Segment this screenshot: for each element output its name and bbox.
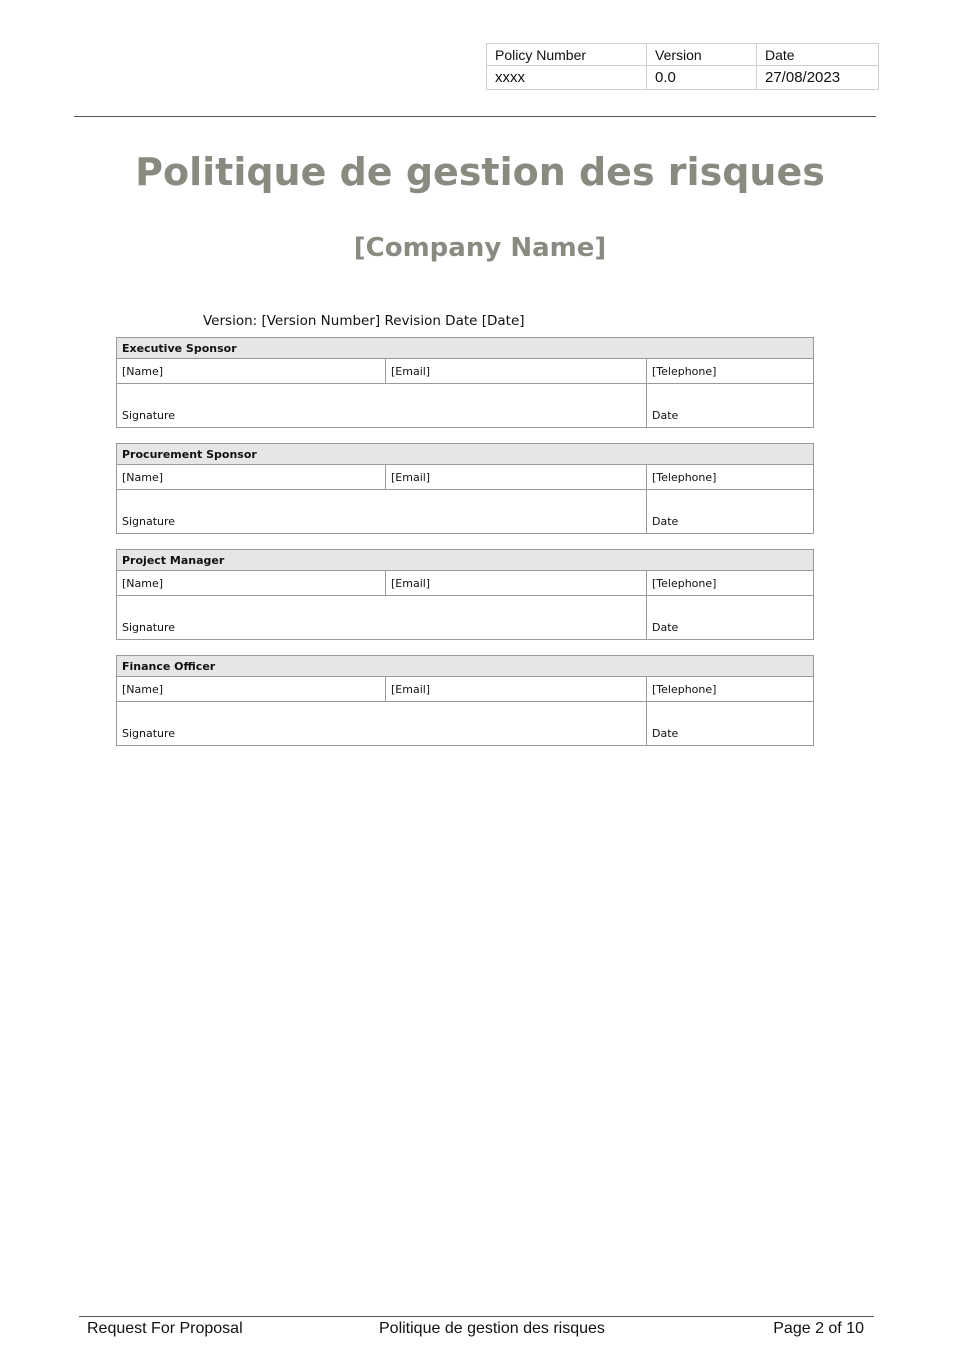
signoff-table-procurement-sponsor [116,443,814,534]
signoff-name-field: [Name] [117,359,386,384]
signoff-name-field: [Name] [117,465,386,490]
signoff-name-field: [Name] [117,571,386,596]
date-value: 27/08/2023 [757,66,879,90]
signoff-telephone-field: [Telephone] [647,359,814,384]
footer-page-number: Page 2 of 10 [773,1320,864,1337]
version-label: Version [647,44,757,66]
policy-meta-value-row [487,66,879,90]
signoff-role: Procurement Sponsor [117,444,814,465]
policy-meta-header-row [487,44,879,66]
signoff-telephone-field: [Telephone] [647,465,814,490]
signoff-email-field: [Email] [386,571,647,596]
company-name: [Company Name] [353,233,607,263]
signoff-table-finance-officer [116,655,814,746]
policy-meta-table [486,43,879,90]
signoff-date-field: Date [647,702,814,746]
signoff-email-field: [Email] [386,677,647,702]
signoff-role: Finance Officer [117,656,814,677]
signoff-signature-field: Signature [117,596,647,640]
document-title: Politique de gestion des risques [135,150,825,194]
policy-number-value: xxxx [487,66,647,90]
footer-divider [79,1316,874,1317]
signoff-date-field: Date [647,384,814,428]
signoff-email-field: [Email] [386,465,647,490]
date-label: Date [757,44,879,66]
signoff-email-field: [Email] [386,359,647,384]
policy-number-label: Policy Number [487,44,647,66]
signoff-name-field: [Name] [117,677,386,702]
signoff-signature-field: Signature [117,702,647,746]
header-divider [74,116,876,117]
signoff-telephone-field: [Telephone] [647,677,814,702]
footer-left-text: Request For Proposal [87,1320,243,1337]
signoff-signature-field: Signature [117,384,647,428]
signoff-table-executive-sponsor [116,337,814,428]
footer-center-text: Politique de gestion des risques [379,1320,605,1337]
signoff-telephone-field: [Telephone] [647,571,814,596]
signoff-role: Project Manager [117,550,814,571]
version-value: 0.0 [647,66,757,90]
signoff-role: Executive Sponsor [117,338,814,359]
signoff-signature-field: Signature [117,490,647,534]
signoff-date-field: Date [647,490,814,534]
version-line: Version: [Version Number] Revision Date [Date] [203,313,525,329]
signoff-date-field: Date [647,596,814,640]
signoff-table-project-manager [116,549,814,640]
